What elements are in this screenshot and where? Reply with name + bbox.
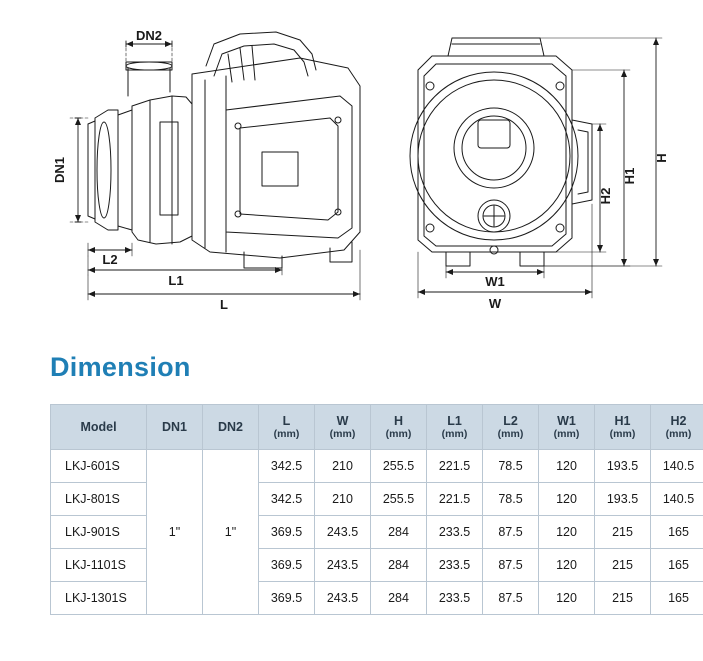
cell-w1: 120 <box>539 516 595 549</box>
cell-h: 255.5 <box>371 450 427 483</box>
col-header-w1: W1 (mm) <box>539 405 595 450</box>
cell-l: 369.5 <box>259 549 315 582</box>
cell-model: LKJ-1101S <box>51 549 147 582</box>
cell-w: 243.5 <box>315 582 371 615</box>
label-dn1: DN1 <box>52 156 67 184</box>
dimension-table <box>50 404 703 615</box>
col-header-l1: L1 (mm) <box>427 405 483 450</box>
label-l1: L1 <box>168 273 184 288</box>
cell-h1: 215 <box>595 582 651 615</box>
cell-l2: 87.5 <box>483 549 539 582</box>
cell-w: 210 <box>315 450 371 483</box>
col-header-l: L (mm) <box>259 405 315 450</box>
table-header-row <box>51 405 703 450</box>
cell-h: 284 <box>371 582 427 615</box>
cell-dn1: 1" <box>147 450 203 615</box>
label-l2: L2 <box>102 252 118 267</box>
label-w1: W1 <box>485 274 505 289</box>
cell-model: LKJ-601S <box>51 450 147 483</box>
cell-h2: 165 <box>651 549 703 582</box>
cell-l: 342.5 <box>259 450 315 483</box>
cell-h1: 215 <box>595 549 651 582</box>
cell-model: LKJ-1301S <box>51 582 147 615</box>
cell-l2: 78.5 <box>483 483 539 516</box>
cell-h2: 140.5 <box>651 450 703 483</box>
col-header-h1: H1 (mm) <box>595 405 651 450</box>
cell-h: 284 <box>371 516 427 549</box>
page-title: Dimension <box>50 352 191 382</box>
cell-l1: 233.5 <box>427 549 483 582</box>
col-header-l2: L2 (mm) <box>483 405 539 450</box>
cell-model: LKJ-901S <box>51 516 147 549</box>
cell-w1: 120 <box>539 549 595 582</box>
table-row <box>51 450 703 483</box>
cell-dn2: 1" <box>203 450 259 615</box>
col-header-dn2: DN2 <box>203 405 259 450</box>
label-dn2: DN2 <box>135 28 163 43</box>
label-h: H <box>654 153 669 163</box>
label-h1: H1 <box>622 167 637 185</box>
cell-w1: 120 <box>539 483 595 516</box>
cell-l1: 221.5 <box>427 483 483 516</box>
cell-h1: 193.5 <box>595 450 651 483</box>
cell-h: 284 <box>371 549 427 582</box>
cell-w1: 120 <box>539 450 595 483</box>
col-header-model: Model <box>51 405 147 450</box>
dimension-table-wrapper <box>50 404 695 615</box>
cell-model: LKJ-801S <box>51 483 147 516</box>
cell-l: 342.5 <box>259 483 315 516</box>
label-l: L <box>220 297 228 312</box>
cell-h1: 193.5 <box>595 483 651 516</box>
cell-h: 255.5 <box>371 483 427 516</box>
cell-h2: 140.5 <box>651 483 703 516</box>
cell-h1: 215 <box>595 516 651 549</box>
cell-l1: 233.5 <box>427 582 483 615</box>
cell-w1: 120 <box>539 582 595 615</box>
cell-l2: 87.5 <box>483 582 539 615</box>
cell-l2: 87.5 <box>483 516 539 549</box>
cell-w: 210 <box>315 483 371 516</box>
cell-h2: 165 <box>651 516 703 549</box>
col-header-dn1: DN1 <box>147 405 203 450</box>
col-header-h: H (mm) <box>371 405 427 450</box>
pump-dimension-drawing <box>0 0 703 330</box>
cell-l: 369.5 <box>259 516 315 549</box>
cell-l1: 233.5 <box>427 516 483 549</box>
cell-w: 243.5 <box>315 516 371 549</box>
cell-l1: 221.5 <box>427 450 483 483</box>
cell-l: 369.5 <box>259 582 315 615</box>
label-h2: H2 <box>598 187 613 205</box>
col-header-h2: H2 (mm) <box>651 405 703 450</box>
cell-h2: 165 <box>651 582 703 615</box>
cell-w: 243.5 <box>315 549 371 582</box>
label-w: W <box>488 296 502 311</box>
col-header-w: W (mm) <box>315 405 371 450</box>
cell-l2: 78.5 <box>483 450 539 483</box>
